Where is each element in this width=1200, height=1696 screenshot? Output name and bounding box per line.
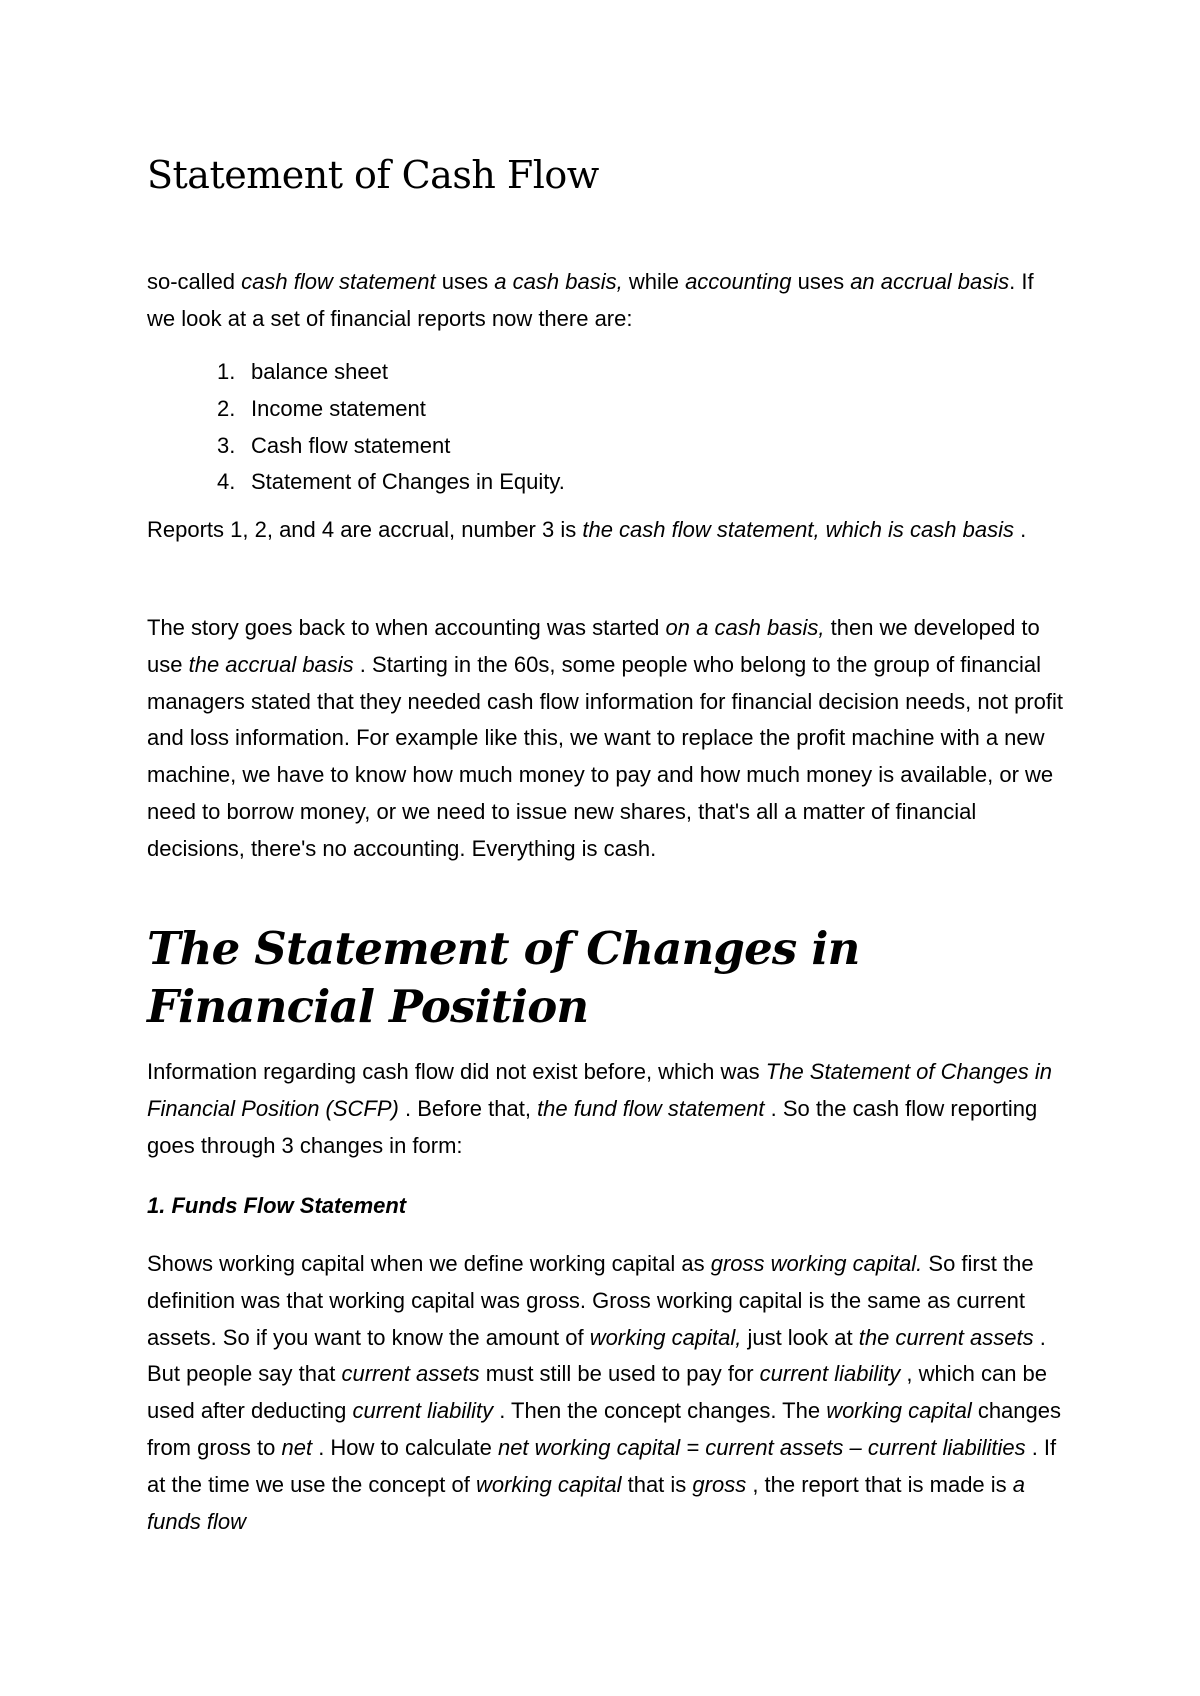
page-title: Statement of Cash Flow bbox=[147, 153, 599, 197]
intro-paragraph: so-called cash flow statement uses a cash basis, while accounting uses an accrual basis. If we look at a set of financial reports now there are: bbox=[147, 269, 1034, 331]
reports-list bbox=[217, 354, 565, 501]
section-heading: The Statement of Changes in Financial Position bbox=[147, 922, 860, 1033]
list-item: 3. Cash flow statement bbox=[217, 432, 451, 458]
subheading-funds-flow: 1. Funds Flow Statement bbox=[147, 1193, 407, 1218]
list-item: 2. Income statement bbox=[217, 395, 426, 421]
funds-flow-paragraph: Shows working capital when we define working capital as gross working capital. So first the definition was that working capital was gross. Gross working capital is the same as current assets. So if you want to know the amount of working capital, just look at the current assets . But people say that current assets must still be used to pay for current liability , which can be used after deducting current liability . Then the concept changes. The working capital changes from gross to net . How to calculate net working capital = current assets – current liabilities . If at the time we use the concept of working capital that is gross , the report that is made is a funds flow bbox=[147, 1251, 1061, 1534]
list-item: 1. balance sheet bbox=[217, 359, 388, 384]
section-intro-paragraph: Information regarding cash flow did not exist before, which was The Statement of Changes in Financial Position (SCFP) . Before that, the fund flow statement . So the cash flow reporting goes through 3 changes in form: bbox=[147, 1059, 1052, 1158]
story-paragraph: The story goes back to when accounting was started on a cash basis, then we developed to use the accrual basis . Starting in the 60s, some people who belong to the group of financial managers stated that they needed cash flow information for financial decision needs, not profit and loss information. For example like this, we want to replace the profit machine with a new machine, we have to know how much money to pay and how much money is available, or we need to borrow money, or we need to issue new shares, that's all a matter of financial decisions, there's no accounting. Everything is cash. bbox=[147, 615, 1063, 861]
reports-note-paragraph: Reports 1, 2, and 4 are accrual, number 3 is the cash flow statement, which is cash basis . bbox=[147, 517, 1027, 542]
list-item: 4. Statement of Changes in Equity. bbox=[217, 469, 565, 495]
